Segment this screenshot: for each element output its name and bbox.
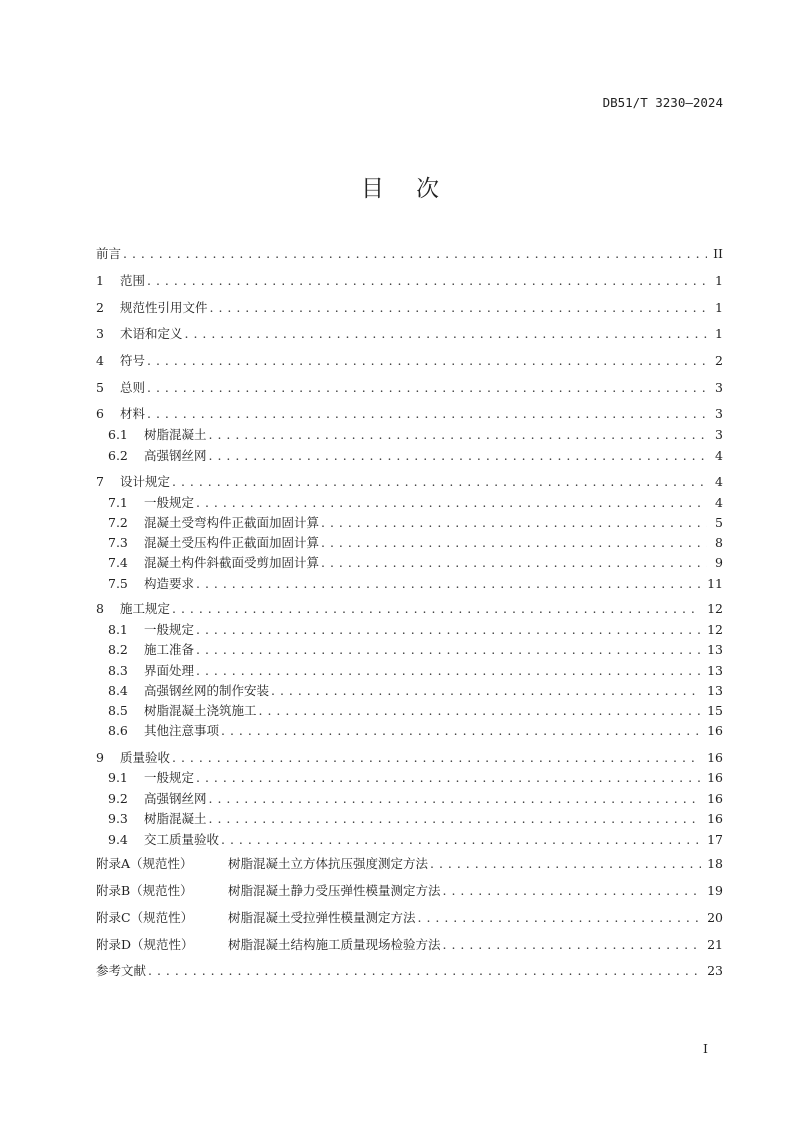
toc-entry[interactable] bbox=[96, 404, 723, 422]
section-title: 树脂混凝土浇筑施工 bbox=[144, 703, 257, 718]
page-ref: 13 bbox=[707, 663, 723, 678]
section-title: 施工规定 bbox=[120, 601, 171, 616]
page-ref: 13 bbox=[707, 642, 723, 657]
section-number: 6.1 bbox=[108, 427, 128, 442]
section-number: 2 bbox=[96, 300, 104, 315]
toc-entry[interactable] bbox=[108, 830, 723, 848]
section-title: 混凝土受压构件正截面加固计算 bbox=[144, 535, 320, 550]
dot-leader bbox=[210, 300, 707, 315]
dot-leader bbox=[196, 576, 701, 591]
page-ref: 13 bbox=[707, 683, 723, 698]
section-title: 术语和定义 bbox=[120, 326, 183, 341]
toc-entry[interactable] bbox=[108, 768, 723, 786]
dot-leader bbox=[443, 937, 702, 952]
section-title: 设计规定 bbox=[120, 474, 171, 489]
section-title: 总则 bbox=[120, 380, 146, 395]
toc-entry[interactable] bbox=[108, 681, 723, 699]
dot-leader bbox=[196, 622, 701, 637]
section-title: 前言 bbox=[96, 246, 122, 261]
page-ref: 9 bbox=[715, 555, 723, 570]
dot-leader bbox=[221, 832, 701, 847]
section-title: 高强钢丝网 bbox=[144, 448, 207, 463]
toc-entry[interactable] bbox=[108, 789, 723, 807]
dot-leader bbox=[196, 642, 701, 657]
page-ref: 23 bbox=[707, 963, 723, 978]
toc-entry[interactable] bbox=[108, 640, 723, 658]
section-number: 8.3 bbox=[108, 663, 128, 678]
page-ref: 18 bbox=[707, 856, 723, 871]
dot-leader bbox=[196, 770, 701, 785]
dot-leader bbox=[259, 703, 702, 718]
section-title: 界面处理 bbox=[144, 663, 195, 678]
title-char: 目 bbox=[361, 176, 384, 202]
page-ref: 16 bbox=[707, 811, 723, 826]
page-ref: 15 bbox=[707, 703, 723, 718]
page-ref: II bbox=[713, 246, 723, 261]
section-number: 9.4 bbox=[108, 832, 128, 847]
section-title: 高强钢丝网 bbox=[144, 791, 207, 806]
section-title: 树脂混凝土受拉弹性模量测定方法 bbox=[228, 910, 416, 925]
section-number: 7 bbox=[96, 474, 104, 489]
section-number: 7.5 bbox=[108, 576, 128, 591]
section-number: 9 bbox=[96, 750, 104, 765]
toc-entry[interactable] bbox=[96, 599, 723, 617]
section-title: 树脂混凝土静力受压弹性模量测定方法 bbox=[228, 883, 441, 898]
dot-leader bbox=[196, 495, 707, 510]
dot-leader bbox=[172, 750, 701, 765]
section-number: 6.2 bbox=[108, 448, 128, 463]
dot-leader bbox=[209, 448, 707, 463]
appendix-label: 附录A（规范性） bbox=[96, 856, 193, 871]
toc-entry[interactable] bbox=[108, 809, 723, 827]
dot-leader bbox=[185, 326, 707, 341]
appendix-label: 附录D（规范性） bbox=[96, 937, 194, 952]
page-ref: 3 bbox=[715, 427, 723, 442]
section-title: 树脂混凝土 bbox=[144, 427, 207, 442]
section-number: 8.1 bbox=[108, 622, 128, 637]
section-number: 8.6 bbox=[108, 723, 128, 738]
section-title: 高强钢丝网的制作安装 bbox=[144, 683, 270, 698]
page-ref: 3 bbox=[715, 406, 723, 421]
section-title: 规范性引用文件 bbox=[120, 300, 208, 315]
toc-entry[interactable] bbox=[108, 493, 723, 511]
dot-leader bbox=[443, 883, 702, 898]
section-number: 7.2 bbox=[108, 515, 128, 530]
dot-leader bbox=[271, 683, 701, 698]
section-title: 材料 bbox=[120, 406, 146, 421]
section-number: 9.1 bbox=[108, 770, 128, 785]
section-number: 5 bbox=[96, 380, 104, 395]
toc-entry[interactable] bbox=[108, 574, 723, 592]
page-ref: 12 bbox=[707, 601, 723, 616]
section-title: 一般规定 bbox=[144, 622, 195, 637]
page-ref: 3 bbox=[715, 380, 723, 395]
page-ref: 19 bbox=[707, 883, 723, 898]
dot-leader bbox=[209, 791, 702, 806]
section-title: 树脂混凝土 bbox=[144, 811, 207, 826]
dot-leader bbox=[172, 601, 701, 616]
section-title: 参考文献 bbox=[96, 963, 147, 978]
dot-leader bbox=[147, 353, 707, 368]
section-title: 混凝土构件斜截面受剪加固计算 bbox=[144, 555, 320, 570]
page-ref: 1 bbox=[715, 300, 723, 315]
section-title: 质量验收 bbox=[120, 750, 171, 765]
dot-leader bbox=[172, 474, 707, 489]
toc-entry[interactable] bbox=[96, 881, 723, 899]
toc-entry[interactable] bbox=[108, 425, 723, 443]
page-ref: 16 bbox=[707, 750, 723, 765]
section-title: 树脂混凝土结构施工质量现场检验方法 bbox=[228, 937, 441, 952]
dot-leader bbox=[321, 515, 707, 530]
dot-leader bbox=[221, 723, 701, 738]
section-title: 交工质量验收 bbox=[144, 832, 220, 847]
dot-leader bbox=[430, 856, 701, 871]
section-number: 8.2 bbox=[108, 642, 128, 657]
toc-entry[interactable] bbox=[96, 472, 723, 490]
document-id: DB51/T 3230—2024 bbox=[602, 95, 723, 110]
page-ref: 16 bbox=[707, 791, 723, 806]
section-number: 9.3 bbox=[108, 811, 128, 826]
dot-leader bbox=[209, 811, 702, 826]
page-ref: 2 bbox=[715, 353, 723, 368]
toc-entry[interactable] bbox=[96, 935, 723, 953]
section-number: 7.1 bbox=[108, 495, 128, 510]
page-ref: 4 bbox=[715, 474, 723, 489]
toc-entry[interactable] bbox=[96, 351, 723, 369]
page-ref: 16 bbox=[707, 723, 723, 738]
section-title: 混凝土受弯构件正截面加固计算 bbox=[144, 515, 320, 530]
page-ref: 8 bbox=[715, 535, 723, 550]
toc-entry[interactable] bbox=[96, 244, 723, 262]
section-title: 构造要求 bbox=[144, 576, 195, 591]
page-ref: 5 bbox=[715, 515, 723, 530]
section-number: 9.2 bbox=[108, 791, 128, 806]
section-title: 范围 bbox=[120, 273, 146, 288]
toc-entry[interactable] bbox=[108, 620, 723, 638]
dot-leader bbox=[147, 406, 707, 421]
dot-leader bbox=[321, 535, 707, 550]
section-number: 7.3 bbox=[108, 535, 128, 550]
toc-entry[interactable] bbox=[96, 908, 723, 926]
toc-entry[interactable] bbox=[108, 533, 723, 551]
dot-leader bbox=[209, 427, 707, 442]
section-number: 6 bbox=[96, 406, 104, 421]
dot-leader bbox=[147, 273, 707, 288]
toc-entry[interactable] bbox=[108, 513, 723, 531]
page-ref: 21 bbox=[707, 937, 723, 952]
toc-entry[interactable] bbox=[96, 961, 723, 979]
section-title: 符号 bbox=[120, 353, 146, 368]
dot-leader bbox=[123, 246, 707, 261]
page-ref: 11 bbox=[707, 576, 723, 591]
toc-entry[interactable] bbox=[108, 553, 723, 571]
page-number: I bbox=[703, 1041, 708, 1056]
page-title bbox=[0, 170, 800, 203]
section-number: 1 bbox=[96, 273, 104, 288]
section-number: 8 bbox=[96, 601, 104, 616]
toc-entry[interactable] bbox=[108, 721, 723, 739]
page-ref: 4 bbox=[715, 448, 723, 463]
dot-leader bbox=[148, 963, 701, 978]
dot-leader bbox=[418, 910, 702, 925]
dot-leader bbox=[321, 555, 707, 570]
title-char: 次 bbox=[416, 176, 439, 202]
toc-entry[interactable] bbox=[96, 271, 723, 289]
section-number: 4 bbox=[96, 353, 104, 368]
page-ref: 12 bbox=[707, 622, 723, 637]
toc-entry[interactable] bbox=[108, 661, 723, 679]
section-title: 其他注意事项 bbox=[144, 723, 220, 738]
toc-entry[interactable] bbox=[108, 446, 723, 464]
section-number: 3 bbox=[96, 326, 104, 341]
section-number: 8.5 bbox=[108, 703, 128, 718]
page-ref: 16 bbox=[707, 770, 723, 785]
page-ref: 1 bbox=[715, 273, 723, 288]
appendix-label: 附录B（规范性） bbox=[96, 883, 193, 898]
dot-leader bbox=[196, 663, 701, 678]
toc-entry[interactable] bbox=[96, 324, 723, 342]
page-ref: 4 bbox=[715, 495, 723, 510]
section-number: 8.4 bbox=[108, 683, 128, 698]
page-ref: 20 bbox=[707, 910, 723, 925]
dot-leader bbox=[147, 380, 707, 395]
toc-entry[interactable] bbox=[96, 298, 723, 316]
section-number: 7.4 bbox=[108, 555, 128, 570]
appendix-label: 附录C（规范性） bbox=[96, 910, 194, 925]
toc-entry[interactable] bbox=[108, 701, 723, 719]
toc-entry[interactable] bbox=[96, 748, 723, 766]
section-title: 施工准备 bbox=[144, 642, 195, 657]
section-title: 树脂混凝土立方体抗压强度测定方法 bbox=[228, 856, 429, 871]
section-title: 一般规定 bbox=[144, 495, 195, 510]
section-title: 一般规定 bbox=[144, 770, 195, 785]
page-ref: 1 bbox=[715, 326, 723, 341]
toc-entry[interactable] bbox=[96, 854, 723, 872]
toc-entry[interactable] bbox=[96, 378, 723, 396]
page-ref: 17 bbox=[707, 832, 723, 847]
